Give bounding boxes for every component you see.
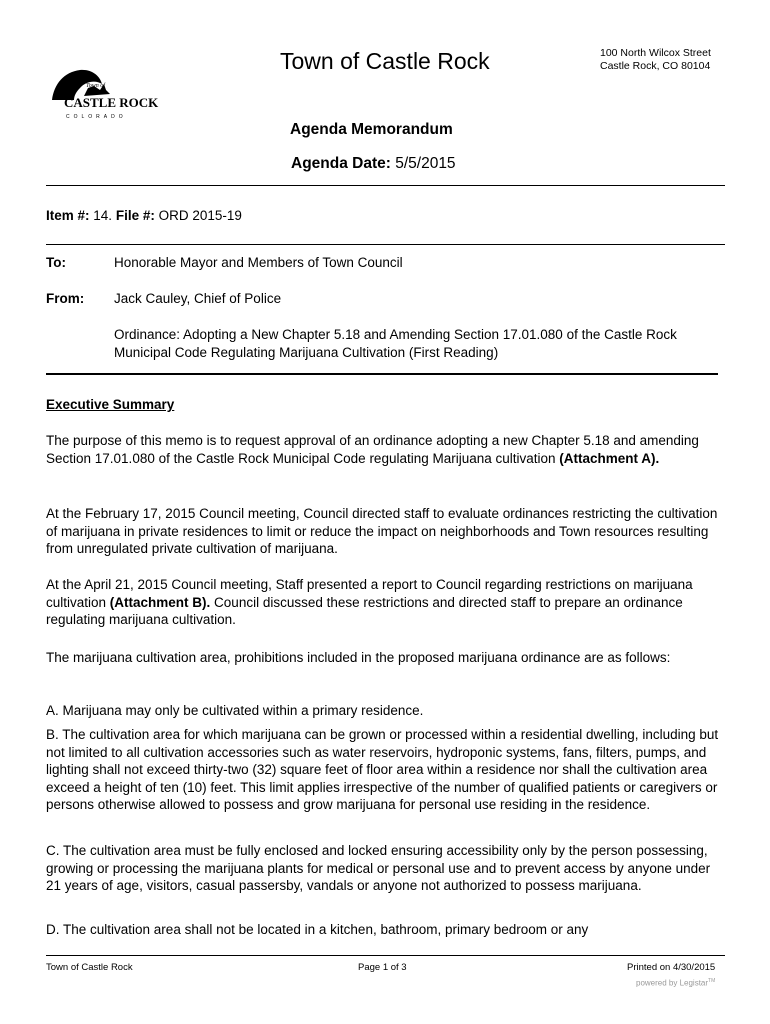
- paragraph-purpose: [46, 432, 722, 467]
- paragraph-prohibitions: The marijuana cultivation area, prohibitions included in the proposed marijuana ordinance are as follows:: [46, 650, 671, 665]
- subject-divider: [46, 373, 718, 375]
- list-item-d: D. The cultivation area shall not be located in a kitchen, bathroom, primary bedroom or any: [46, 922, 589, 937]
- address-line-2: Castle Rock, CO 80104: [600, 60, 711, 72]
- logo-state: COLORADO: [66, 114, 127, 120]
- footer-org: Town of Castle Rock: [46, 962, 133, 973]
- paragraph-february: At the February 17, 2015 Council meeting, Council directed staff to evaluate ordinances restricting the cultivation of marijuana in private residences to limit or reduce the impact on neighborhoods and Town resources resulting from unregulated private cultivation of marijuana.: [46, 506, 718, 556]
- to-value: Honorable Mayor and Members of Town Council: [114, 255, 403, 270]
- trademark-mark: TM: [708, 978, 716, 984]
- logo-town-of: Town of: [86, 83, 105, 89]
- item-divider: [46, 244, 725, 245]
- file-label: File #:: [115, 208, 155, 223]
- agenda-date-label: Agenda Date:: [291, 155, 391, 172]
- from-value: Jack Cauley, Chief of Police: [114, 291, 282, 306]
- header-divider: [46, 185, 725, 186]
- from-label: From:: [46, 291, 85, 306]
- paragraph-april-post: Council discussed these restrictions and directed staff to prepare an ordinance regulating marijuana cultivation.: [46, 594, 683, 627]
- list-item-c: C. The cultivation area must be fully enclosed and locked ensuring accessibility only by the person possessing, growing or processing the marijuana plants for medical or personal use and to prevent access by anyone under 21 years of age, visitors, casual passersby, vandals or anyone not authorized to possess marijuana.: [46, 843, 711, 893]
- item-file-line: [46, 208, 242, 223]
- item-label: Item #:: [46, 208, 90, 223]
- to-label: To:: [46, 255, 66, 270]
- attachment-a-ref: (Attachment A).: [559, 450, 660, 466]
- powered-by-text: powered by Legistar: [636, 978, 709, 988]
- subject-line: Ordinance: Adopting a New Chapter 5.18 and Amending Section 17.01.080 of the Castle Rock Municipal Code Regulating Marijuana Cultivation (First Reading): [114, 327, 677, 360]
- address-block: [600, 47, 711, 73]
- list-item-b: B. The cultivation area for which marijuana can be grown or processed within a residential dwelling, including but not limited to all cultivation accessories such as water reservoirs, hydroponic systems, fans, filters, pumps, and lighting shall not exceed thirty-two (32) square feet of floor area within a residence nor shall the cultivation area exceed a height of ten (10) feet. This limit applies irrespective of the number of qualified patients or caregivers or persons otherwise allowed to possess and grow marijuana for personal use residing in the residence.: [46, 727, 719, 812]
- footer-divider: [46, 955, 725, 956]
- address-line-1: 100 North Wilcox Street: [600, 47, 711, 59]
- footer-printed-date: Printed on 4/30/2015: [627, 962, 716, 973]
- powered-by-legistar: [636, 978, 715, 988]
- memo-title: Agenda Memorandum: [290, 121, 453, 138]
- paragraph-april-pre: At the April 21, 2015 Council meeting, Staff presented a report to Council regarding restrictions on marijuana cultivation: [46, 577, 693, 610]
- attachment-b-ref: (Attachment B).: [109, 594, 211, 610]
- agenda-date: [291, 155, 456, 173]
- logo-name: CASTLE ROCK: [64, 95, 159, 110]
- list-item-a: A. Marijuana may only be cultivated within a primary residence.: [46, 703, 424, 718]
- agenda-date-value: 5/5/2015: [395, 155, 456, 172]
- section-heading: Executive Summary: [46, 397, 175, 412]
- footer-page-number: Page 1 of 3: [358, 962, 407, 973]
- file-value: ORD 2015-19: [158, 208, 242, 223]
- document-title: Town of Castle Rock: [280, 48, 490, 74]
- item-value: 14.: [93, 208, 113, 223]
- town-logo: [50, 66, 159, 122]
- castle-rock-logo-icon: [50, 66, 159, 122]
- paragraph-april: [46, 576, 722, 629]
- paragraph-purpose-text: The purpose of this memo is to request approval of an ordinance adopting a new Chapter 5.18 and amending Section 17.01.080 of the Castle Rock Municipal Code regulating Marijuana cultivation: [46, 433, 699, 466]
